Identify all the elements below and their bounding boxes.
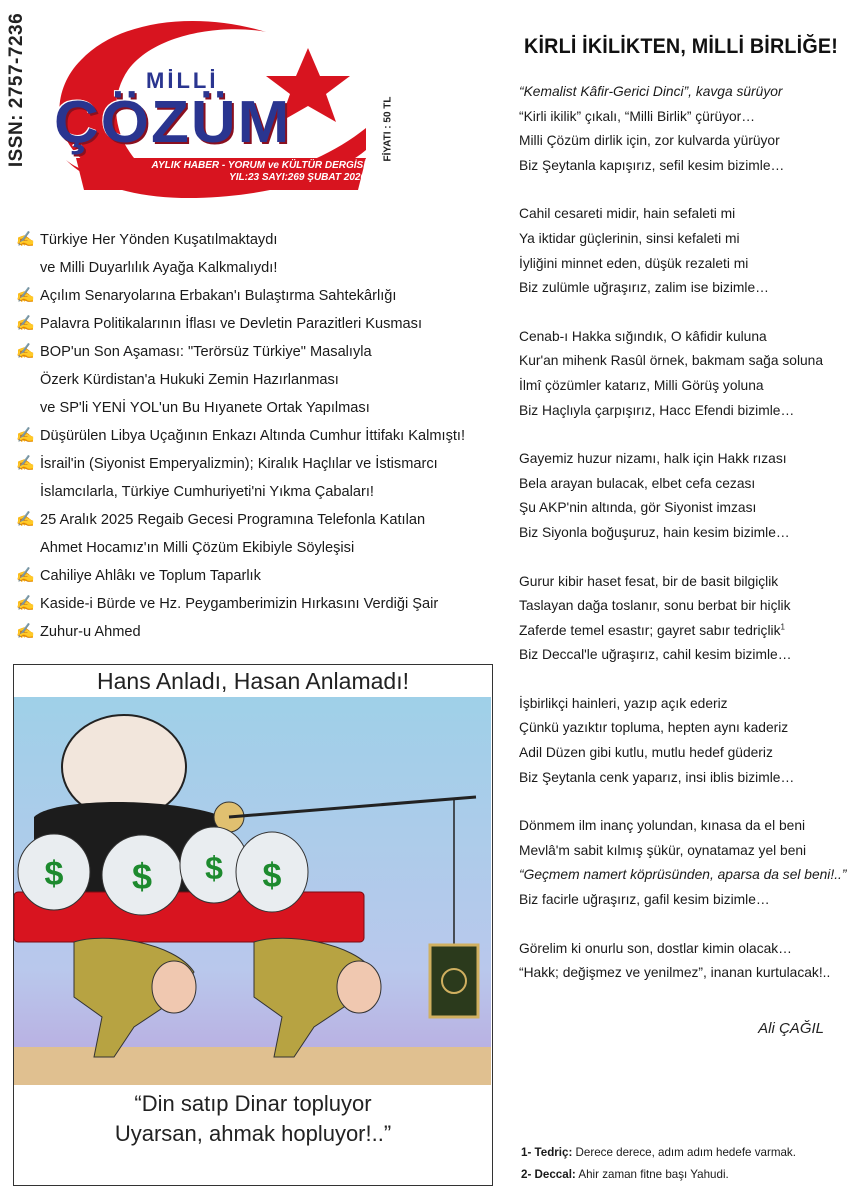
poem-line: İyliğini minnet eden, düşük rezaleti mi: [519, 255, 749, 271]
poem-author: Ali ÇAĞIL: [758, 1020, 824, 1037]
money-bag-symbol: $: [44, 855, 64, 893]
poem: [519, 80, 849, 1010]
money-bag-symbol: $: [262, 857, 282, 895]
footnote: 1- Tedriç: Derece derece, adım adım hedefe varmak.: [521, 1146, 796, 1159]
poem-line: Biz Haçlıyla çarpışırız, Hacc Efendi bizimle…: [519, 402, 795, 418]
poem-stanza: [519, 80, 849, 178]
writing-hand-icon: ✍: [16, 623, 35, 640]
poem-line: Bela arayan bulacak, elbet cefa cezası: [519, 475, 756, 491]
toc-item[interactable]: ✍ 25 Aralık 2025 Regaib Gecesi Programına Telefonla Katılan: [16, 506, 506, 534]
cartoon-illustration: [14, 697, 491, 1085]
writing-hand-icon: ✍: [16, 287, 35, 304]
poem-line: Gurur kibir haset fesat, bir de basit bilgiçlik: [519, 573, 779, 589]
price-label: FİYATI : 50 TL: [382, 96, 394, 162]
poem-line: Mevlâ'm sabit kılmış şükür, oynatamaz yel beni: [519, 842, 807, 858]
writing-hand-icon: ✍: [16, 455, 35, 472]
poem-line: İşbirlikçi hainleri, yazıp açık ederiz: [519, 695, 728, 711]
toc-item[interactable]: ✍ Zuhur-u Ahmed: [16, 618, 506, 646]
toc-item-continued[interactable]: Özerk Kürdistan'a Hukuki Zemin Hazırlanması: [40, 372, 339, 388]
toc-item-continued[interactable]: Ahmet Hocamız'ın Milli Çözüm Ekibiyle Söyleşisi: [40, 540, 355, 556]
poem-line: Biz facirle uğraşırız, gafil kesim bizimle…: [519, 892, 770, 908]
toc-item[interactable]: ✍ BOP'un Son Aşaması: "Terörsüz Türkiye" Masalıyla: [16, 338, 506, 366]
toc-item[interactable]: ✍ Kaside-i Bürde ve Hz. Peygamberimizin Hırkasını Verdiği Şair: [16, 590, 506, 618]
poem-line: “Kirli ikilik” çıkalı, “Milli Birlik” çürüyor…: [519, 108, 756, 124]
toc-item[interactable]: ✍ Açılım Senaryolarına Erbakan'ı Bulaştırma Sahtekârlığı: [16, 282, 506, 310]
writing-hand-icon: ✍: [16, 567, 35, 584]
footnote-ref-1: 1: [780, 622, 785, 632]
poem-line: Cahil cesareti midir, hain sefaleti mi: [519, 206, 736, 222]
poem-line: Biz Deccal'le uğraşırız, cahil kesim bizimle…: [519, 647, 792, 663]
poem-line: Kur'an mihenk Rasûl örnek, bakmam sağa soluna: [519, 353, 824, 369]
magazine-tagline: AYLIK HABER - YORUM ve KÜLTÜR DERGİSİ: [151, 160, 366, 171]
poem-line: Milli Çözüm dirlik için, zor kulvarda yürüyor: [519, 133, 780, 149]
issn-label: ISSN: 2757-7236: [6, 12, 27, 168]
poem-stanza: [519, 325, 849, 423]
poem-line: Ya iktidar güçlerinin, sinsi kefaleti mi: [519, 230, 740, 246]
poem-line: Biz Şeytanla cenk yaparız, insi iblis bizimle…: [519, 769, 795, 785]
footnotes: [521, 1142, 851, 1186]
poem-line: “Kemalist Kâfir-Gerici Dinci”, kavga sürüyor: [519, 84, 783, 99]
writing-hand-icon: ✍: [16, 315, 35, 332]
poem-stanza: [519, 814, 849, 912]
poem-stanza: [519, 570, 849, 668]
writing-hand-icon: ✍: [16, 511, 35, 528]
logo-milli: MİLLİ: [146, 68, 219, 93]
cartoon-quote: “Din satıp Dinar topluyor Uyarsan, ahmak hopluyor!..”: [114, 1091, 392, 1146]
poem-line: Biz Şeytanla kapışırız, sefil kesim bizimle…: [519, 157, 785, 173]
poem-line: Gayemiz huzur nizamı, halk için Hakk rızası: [519, 451, 787, 467]
writing-hand-icon: ✍: [16, 343, 35, 360]
poem-stanza: [519, 202, 849, 300]
contents-list: [16, 226, 506, 646]
toc-item[interactable]: ✍ Düşürülen Libya Uçağının Enkazı Altında Cumhur İttifakı Kalmıştı!: [16, 422, 506, 450]
poem-line: Cenab-ı Hakka sığındık, O kâfidir kuluna: [519, 328, 767, 344]
toc-item-continued[interactable]: ve SP'li YENİ YOL'un Bu Hıyanete Ortak Yapılması: [40, 400, 370, 416]
money-bag-symbol: $: [131, 856, 153, 897]
writing-hand-icon: ✍: [16, 231, 35, 248]
poem-line: Taslayan dağa toslanır, sonu berbat bir hiçlik: [519, 598, 791, 614]
poem-stanza: [519, 447, 849, 545]
poem-line: “Hakk; değişmez ve yenilmez”, inanan kurtulacak!..: [519, 965, 831, 981]
poem-line: Görelim ki onurlu son, dostlar kimin olacak…: [519, 940, 792, 956]
toc-item[interactable]: ✍ Türkiye Her Yönden Kuşatılmaktaydı: [16, 226, 506, 254]
magazine-title: ÇÖZÜM: [54, 89, 292, 156]
poem-line: Zaferde temel esastır; gayret sabır tedriçlik$^1$: [519, 622, 785, 638]
poem-line: Çünkü yazıktır topluma, hepten aynı kaderiz: [519, 720, 789, 736]
cartoon-title: Hans Anladı, Hasan Anlamadı!: [97, 668, 409, 694]
footnote: 2- Deccal: Ahir zaman fitne başı Yahudi.: [521, 1168, 729, 1181]
writing-hand-icon: ✍: [16, 595, 35, 612]
poem-title: KİRLİ İKİLİKTEN, MİLLİ BİRLİĞE!: [524, 35, 838, 58]
poem-line: Dönmem ilm inanç yolundan, kınasa da el beni: [519, 818, 806, 834]
poem-line: Şu AKP'nin altında, gör Siyonist imzası: [519, 500, 757, 516]
toc-item-continued[interactable]: ve Milli Duyarlılık Ayağa Kalkmalıydı!: [40, 260, 278, 276]
poem-line: Adil Düzen gibi kutlu, mutlu hedef güderiz: [519, 745, 773, 761]
poem-stanza: [519, 692, 849, 790]
poem-stanza: [519, 937, 849, 986]
poem-line: Biz Siyonla boğuşuruz, hain kesim bizimle…: [519, 524, 790, 540]
poem-line: “Geçmem namert köprüsünden, aparsa da sel beni!..”: [519, 867, 847, 883]
toc-item-continued[interactable]: İslamcılarla, Türkiye Cumhuriyeti'ni Yıkma Çabaları!: [40, 484, 374, 500]
toc-item[interactable]: ✍ İsrail'in (Siyonist Emperyalizmin); Kiralık Haçlılar ve İstismarcı: [16, 450, 506, 478]
toc-item[interactable]: ✍ Cahiliye Ahlâkı ve Toplum Taparlık: [16, 562, 506, 590]
poem-line: Biz zulümle uğraşırız, zalim ise bizimle…: [519, 280, 769, 296]
writing-hand-icon: ✍: [16, 427, 35, 444]
money-bag-symbol: $: [205, 850, 223, 886]
cartoon-box: [13, 664, 493, 1186]
toc-item[interactable]: ✍ Palavra Politikalarının İflası ve Devletin Parazitleri Kusması: [16, 310, 506, 338]
poem-line: İlmî çözümler katarız, Milli Görüş yoluna: [519, 377, 764, 393]
issue-info: YIL:23 SAYI:269 ŞUBAT 2026: [229, 172, 366, 183]
